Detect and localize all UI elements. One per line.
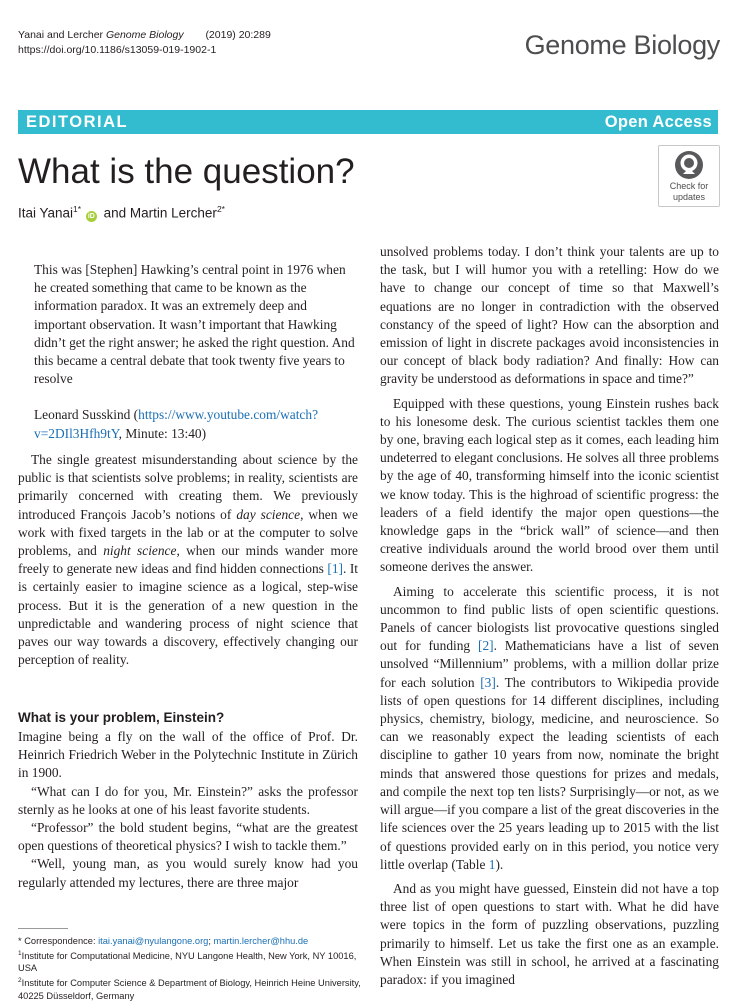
correspondence-label: * Correspondence: [18, 936, 99, 946]
epigraph [34, 261, 360, 443]
affiliation-2-text: Institute for Computer Science & Department of Biology, Heinrich Heine University, 40225 Düsseldorf, Germany [18, 977, 361, 1001]
footnotes [18, 935, 363, 1002]
right-p3-text-1: Aiming to accelerate this scientific process, it is not uncommon to find public lists of open scientific questions. Panels of cancer biologists list provocative questions singled out for funding [380, 583, 719, 654]
day-science-term: day science [236, 506, 301, 522]
affiliation-2 [18, 975, 363, 1002]
email-separator: ; [208, 936, 214, 946]
article-type-banner [18, 110, 718, 134]
citation-journal: Genome Biology [105, 29, 184, 41]
check-for-updates-line2: updates [672, 192, 706, 202]
einstein-paragraph-1: Imagine being a fly on the wall of the office of Prof. Dr. Heinrich Friedrich Weber in the Polytechnic Institute in Zürich in 1900. [18, 729, 358, 781]
reference-link-3[interactable]: [3] [480, 674, 496, 690]
reference-link-2[interactable]: [2] [478, 638, 494, 654]
epigraph-video-link[interactable]: https://www.youtube.com/watch?v=2DIl3Hfh9tY [34, 407, 319, 441]
night-science-term: night science [103, 543, 177, 559]
epigraph-source-time: , Minute: 13:40) [118, 425, 207, 441]
correspondence-line [18, 935, 363, 948]
intro-text-1: The single greatest misunderstanding about science by the public is that scientists solve problems; in reality, scientists are primarily concerned with creating them. We previously introduced François Jacob’s notions of [18, 452, 358, 522]
right-p3-text-3: . The contributors to Wikipedia provide lists of open questions for 14 different disciplines, including physics, chemistry, biology, medicine, and neuroscience. So can we reasonably expect the leading scientists of each discipline to gather 10 years from now, nominate the bright minds that answered those questions for prizes and medals, and compile the next top ten lists? Surprisingly—or not, as we will argue—if you compare a list of the great discoveries in the life sciences over the 25 years leading up to 2015 with the list of questions provided early on in this period, you notice very little overlap (Table [380, 674, 719, 872]
right-p3-text-4: ). [495, 856, 504, 872]
intro-text-4: . It is certainly easier to imagine science as a logical, step-wise process. But it is the generation of a new question in the unpredictable and wandering process of night science that paves our way towards a discovery, effectively changing our perception of reality. [18, 561, 358, 668]
right-paragraph-4: And as you might have guessed, Einstein did not have a top three list of open questions to start with. What he did have were topics in the form of puzzling observations, puzzling primarily to himself. Let us take the first one as an example. When Einstein was still in school, he arrived at a fascinating paradox: if you imagined [380, 880, 719, 987]
editorial-label: EDITORIAL [26, 113, 129, 131]
right-paragraph-2: Equipped with these questions, young Einstein rushes back to his lonesome desk. The curious scientist tackles them one by one, braving each logical step as it comes, each leading him undeterred to elegant conclusions. He solves all three problems by the age of 40, transforming himself into the iconic scientist we know today. This is the highroad of scientific progress: the leaders of a field identify the major open questions—the knowledge gaps in the “brick wall” of science—and then creative individuals around the world brood over them until someone derives the answer. [380, 395, 719, 575]
epigraph-source [34, 406, 360, 442]
einstein-paragraph-2: “What can I do for you, Mr. Einstein?” asks the professor sternly as he looks at one of his least favorite students. [18, 783, 358, 817]
check-for-updates-button[interactable] [658, 145, 720, 207]
reference-link-1[interactable]: [1] [327, 561, 343, 577]
table-link-1[interactable]: 1 [488, 856, 496, 872]
orcid-icon[interactable]: iD [87, 212, 95, 220]
crossmark-icon [674, 150, 704, 180]
author-lercher[interactable]: and Martin Lercher [103, 205, 217, 221]
citation-authors: Yanai and Lercher [18, 29, 104, 41]
epigraph-quote: This was [Stephen] Hawking’s central point in 1976 when he created something that came to be known as the information paradox. It was an extremely deep and important observation. It wasn’t important that Hawking didn’t get the right answer; he asked the right question. And this became a central debate that took twenty five years to resolve [34, 262, 355, 387]
email-yanai-link[interactable]: itai.yanai@nyulangone.org [98, 936, 209, 946]
check-for-updates-line1: Check for [669, 181, 709, 191]
author-yanai-affiliation: 1* [73, 204, 82, 214]
right-paragraph-3 [380, 583, 719, 874]
open-access-label: Open Access [604, 113, 712, 131]
einstein-paragraph-3: “Professor” the bold student begins, “what are the greatest open questions of theoretical physics? I wish to tackle them.” [18, 820, 358, 854]
doi-link[interactable]: https://doi.org/10.1186/s13059-019-1902-1 [18, 44, 217, 56]
right-p3-text-2: . Mathematicians have a list of seven unsolved “Millennium” problems, with a million dollar prize for each solution [380, 638, 719, 690]
article-title: What is the question? [18, 152, 355, 191]
affiliation-1-number: 1 [18, 949, 22, 957]
affiliation-2-number: 2 [18, 976, 22, 984]
affiliation-1 [18, 948, 363, 975]
einstein-paragraph-4: “Well, young man, as you would surely know had you regularly attended my lectures, there are three major [18, 856, 358, 890]
section-heading: What is your problem, Einstein? [18, 710, 225, 725]
author-yanai[interactable]: Itai Yanai [18, 205, 74, 221]
intro-text-2: , when we work with fixed targets in the lab or at the computer to solve problems, and [18, 506, 359, 559]
intro-paragraph [18, 451, 358, 669]
journal-logo: Genome Biology [524, 30, 720, 60]
author-list [18, 204, 225, 222]
intro-text-3: , when our minds wander more freely to generate new ideas and find hidden connections [18, 543, 358, 577]
affiliation-1-text: Institute for Computational Medicine, NYU Langone Health, New York, NY 10016, USA [18, 950, 357, 974]
epigraph-source-name: Leonard Susskind ( [34, 407, 139, 423]
author-lercher-affiliation: 2* [216, 204, 225, 214]
right-paragraph-1: unsolved problems today. I don’t think your talents are up to the task, but I will humor you with a retelling: How do we have to change our concept of time so that Maxwell’s equations are no longer in contradiction with the observed constancy of the speed of light? How can the absorption and emission of light in discrete packages avoid inconsistencies in our concept of black body radiation? And finally: How can gravity be understood as deformations in space and time?” [380, 244, 719, 387]
left-column [18, 451, 358, 669]
email-lercher-link[interactable]: martin.lercher@hhu.de [213, 936, 309, 946]
citation-year-volume: (2019) 20:289 [205, 29, 271, 41]
footnote-divider [18, 928, 68, 929]
citation-header [18, 28, 271, 58]
right-column [380, 243, 719, 989]
left-column-section [18, 728, 358, 892]
